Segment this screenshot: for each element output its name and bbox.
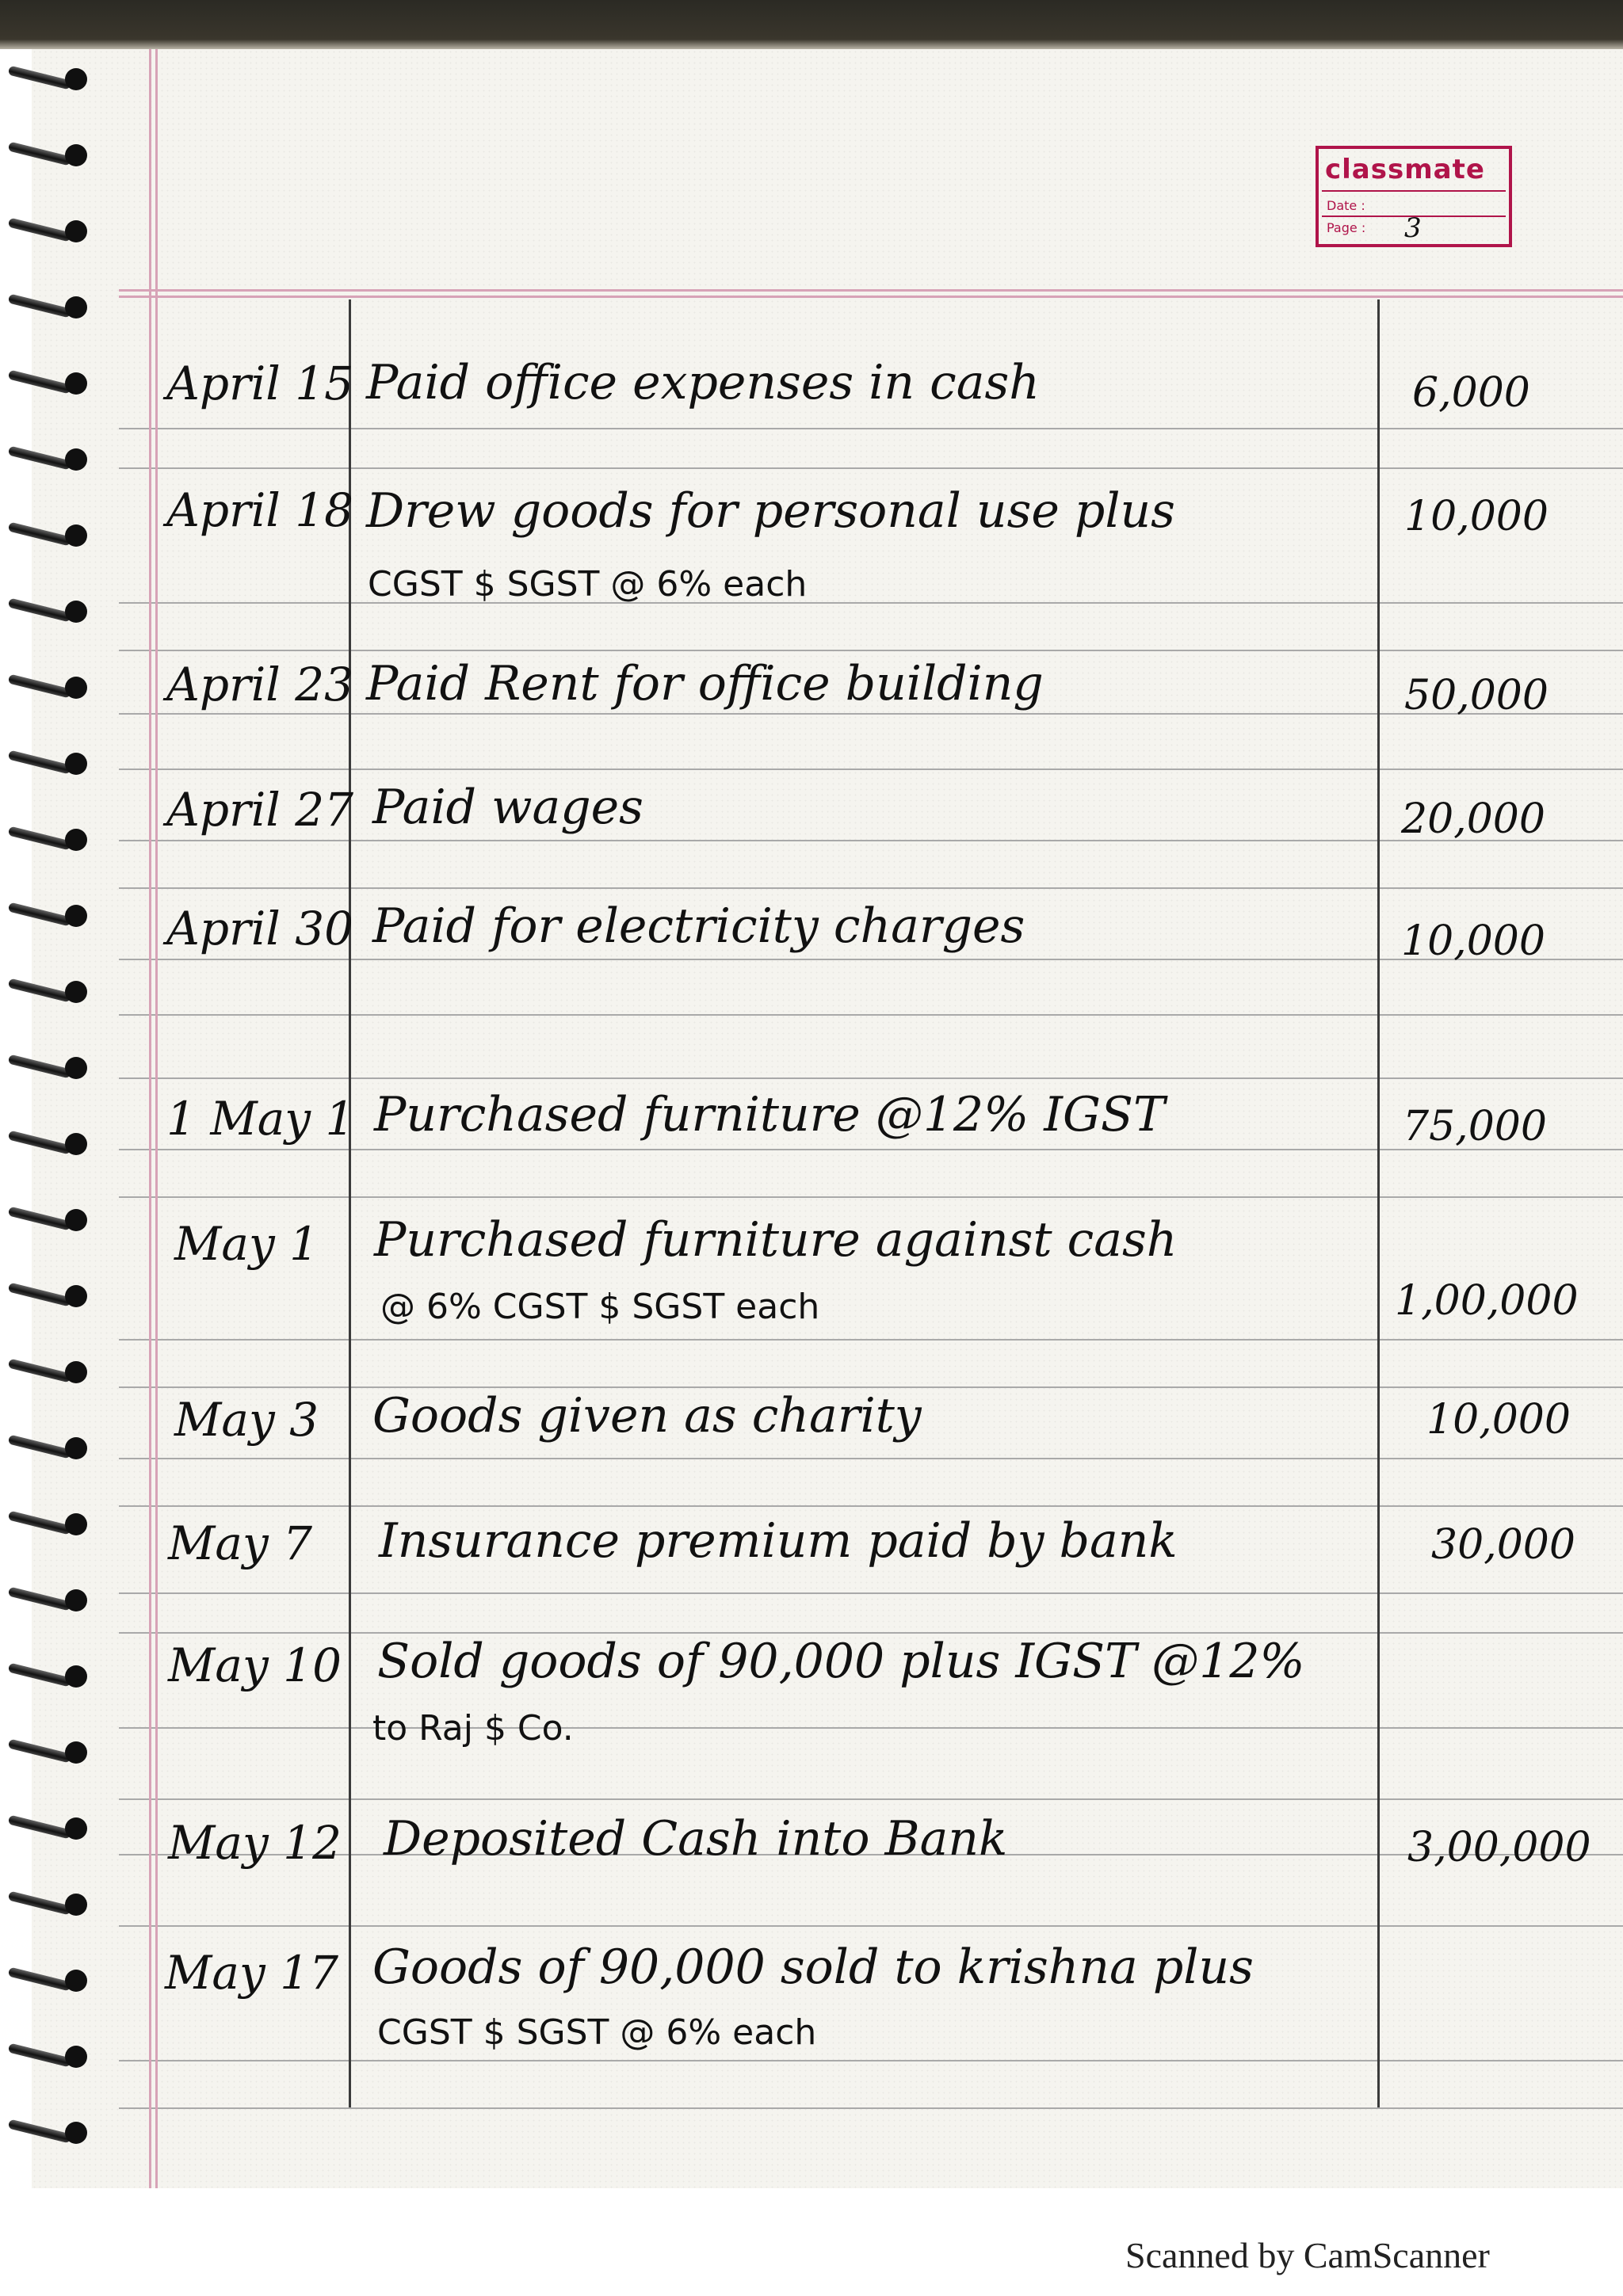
row-description: Sold goods of 90,000 plus IGST @12%: [377, 1634, 1305, 1689]
spiral-hole: [65, 296, 87, 318]
row-description: Deposited Cash into Bank: [384, 1811, 1008, 1867]
row-description: Insurance premium paid by bank: [379, 1513, 1178, 1569]
row-date: May 1: [174, 1217, 319, 1271]
spiral-hole: [65, 1209, 87, 1231]
spiral-wire: [8, 66, 72, 90]
spiral-wire: [8, 1587, 72, 1611]
ruled-line: [119, 2060, 1623, 2061]
ruled-line: [119, 602, 1623, 604]
row-amount: 10,000: [1404, 493, 1549, 540]
spiral-wire: [8, 2119, 72, 2144]
row-description-line2: CGST $ SGST @ 6% each: [368, 564, 808, 605]
ruled-line: [119, 650, 1623, 651]
row-description: Drew goods for personal use plus: [366, 483, 1175, 539]
spiral-wire: [8, 142, 72, 166]
date-column-divider: [349, 299, 351, 2107]
row-description: Purchased furniture @12% IGST: [374, 1087, 1166, 1142]
spiral-wire: [8, 1207, 72, 1231]
row-description: Goods of 90,000 sold to krishna plus: [372, 1939, 1254, 1995]
row-date: April 27: [166, 783, 354, 837]
row-description-line2: to Raj $ Co.: [372, 1708, 574, 1749]
spiral-wire: [8, 674, 72, 699]
spiral-ring: [8, 217, 91, 244]
spiral-ring: [8, 826, 91, 852]
spiral-hole: [65, 144, 87, 166]
row-date: May 7: [168, 1516, 313, 1570]
spiral-wire: [8, 1283, 72, 1307]
ruled-line: [119, 1505, 1623, 1507]
row-amount: 30,000: [1431, 1521, 1575, 1569]
page-number: 3: [1404, 212, 1422, 244]
row-amount: 50,000: [1404, 672, 1549, 719]
spiral-hole: [65, 1970, 87, 1992]
spiral-ring: [8, 1966, 91, 1993]
spiral-ring: [8, 1738, 91, 1765]
stamp-page-label: Page :: [1327, 220, 1366, 235]
ruled-line: [119, 769, 1623, 770]
scanner-watermark: Scanned by CamScanner: [1125, 2235, 1490, 2275]
spiral-wire: [8, 1359, 72, 1383]
spiral-hole: [65, 1741, 87, 1764]
spiral-hole: [65, 1817, 87, 1840]
spiral-wire: [8, 598, 72, 623]
spiral-hole: [65, 2122, 87, 2144]
spiral-hole: [65, 372, 87, 395]
spiral-hole: [65, 1285, 87, 1307]
spiral-hole: [65, 220, 87, 242]
spiral-wire: [8, 1435, 72, 1459]
spiral-ring: [8, 445, 91, 472]
spiral-wire: [8, 294, 72, 318]
spiral-hole: [65, 68, 87, 90]
spiral-wire: [8, 1511, 72, 1535]
spiral-hole: [65, 1133, 87, 1155]
spiral-ring: [8, 1814, 91, 1841]
header-line-2: [119, 296, 1623, 298]
spiral-ring: [8, 1358, 91, 1385]
ruled-line: [119, 1014, 1623, 1016]
ruled-line: [119, 1458, 1623, 1459]
spiral-ring: [8, 597, 91, 624]
row-amount: 20,000: [1401, 795, 1545, 843]
row-description: Paid wages: [372, 780, 643, 835]
spiral-ring: [8, 1890, 91, 1917]
spiral-ring: [8, 902, 91, 929]
spiral-ring: [8, 1130, 91, 1157]
spiral-hole: [65, 1589, 87, 1611]
spiral-hole: [65, 524, 87, 547]
spiral-wire: [8, 2043, 72, 2068]
header-line: [119, 289, 1623, 292]
spiral-wire: [8, 1815, 72, 1840]
row-description: Purchased furniture against cash: [374, 1212, 1178, 1268]
spiral-hole: [65, 1894, 87, 1916]
spiral-hole: [65, 905, 87, 927]
spiral-hole: [65, 1437, 87, 1459]
spiral-wire: [8, 218, 72, 242]
spiral-wire: [8, 522, 72, 547]
spiral-hole: [65, 1665, 87, 1688]
spiral-ring: [8, 2042, 91, 2069]
row-amount: 10,000: [1401, 917, 1545, 965]
spiral-ring: [8, 1206, 91, 1233]
row-amount: 1,00,000: [1395, 1277, 1579, 1325]
stamp-date-label: Date :: [1327, 198, 1365, 213]
row-amount: 6,000: [1412, 369, 1530, 417]
row-description-line2: CGST $ SGST @ 6% each: [377, 2012, 817, 2053]
stamp-separator: [1322, 190, 1506, 192]
row-description: Paid for electricity charges: [372, 898, 1025, 954]
row-amount: 3,00,000: [1407, 1824, 1591, 1871]
ruled-line: [119, 1339, 1623, 1341]
ruled-line: [119, 428, 1623, 429]
row-amount: 75,000: [1403, 1103, 1547, 1150]
row-date: May 17: [165, 1946, 338, 2000]
ruled-line: [119, 2107, 1623, 2109]
spiral-wire: [8, 1967, 72, 1992]
spiral-hole: [65, 1513, 87, 1535]
spiral-hole: [65, 448, 87, 471]
spiral-hole: [65, 677, 87, 699]
scan-dark-edge: [0, 0, 1623, 49]
spiral-ring: [8, 521, 91, 548]
spiral-wire: [8, 1739, 72, 1764]
spiral-ring: [8, 673, 91, 700]
row-description-line2: @ 6% CGST $ SGST each: [380, 1287, 820, 1327]
spiral-ring: [8, 1510, 91, 1537]
ruled-line: [119, 1077, 1623, 1079]
ruled-line: [119, 1592, 1623, 1594]
spiral-hole: [65, 601, 87, 623]
ruled-line: [119, 840, 1623, 841]
amount-column-divider: [1377, 299, 1380, 2107]
spiral-wire: [8, 750, 72, 775]
spiral-wire: [8, 1663, 72, 1688]
row-date: May 12: [168, 1816, 342, 1870]
spiral-ring: [8, 1054, 91, 1081]
spiral-wire: [8, 1131, 72, 1155]
ruled-line: [119, 467, 1623, 469]
spiral-wire: [8, 902, 72, 927]
ruled-line: [119, 959, 1623, 960]
stamp-brand: classmate: [1325, 154, 1485, 185]
spiral-ring: [8, 141, 91, 168]
classmate-stamp: [1316, 146, 1512, 247]
spiral-ring: [8, 978, 91, 1005]
spiral-hole: [65, 2046, 87, 2068]
ruled-line: [119, 1798, 1623, 1800]
spiral-hole: [65, 1361, 87, 1383]
spiral-wire: [8, 978, 72, 1003]
row-date: April 15: [166, 357, 354, 410]
spiral-wire: [8, 446, 72, 471]
spiral-wire: [8, 1891, 72, 1916]
spiral-ring: [8, 293, 91, 320]
margin-line-left: [149, 49, 151, 2188]
row-date: April 30: [166, 902, 354, 955]
spiral-wire: [8, 1055, 72, 1079]
row-date: May 10: [168, 1638, 342, 1692]
row-amount: 10,000: [1426, 1396, 1571, 1444]
row-date: 1 May 1: [166, 1092, 355, 1146]
row-description: Paid office expenses in cash: [366, 355, 1040, 410]
spiral-ring: [8, 749, 91, 776]
ruled-line: [119, 1149, 1623, 1150]
ruled-line: [119, 1727, 1623, 1729]
row-description: Goods given as charity: [372, 1388, 922, 1444]
spiral-ring: [8, 1434, 91, 1461]
spiral-hole: [65, 753, 87, 775]
spiral-ring: [8, 65, 91, 92]
spiral-wire: [8, 370, 72, 395]
margin-line-left-2: [155, 49, 158, 2188]
spiral-ring: [8, 2119, 91, 2145]
spiral-wire: [8, 826, 72, 851]
spiral-ring: [8, 369, 91, 396]
spiral-ring: [8, 1586, 91, 1613]
ruled-line: [119, 713, 1623, 715]
row-description: Paid Rent for office building: [366, 656, 1044, 711]
ruled-line: [119, 887, 1623, 889]
ruled-line: [119, 1196, 1623, 1198]
spiral-hole: [65, 829, 87, 851]
spiral-hole: [65, 981, 87, 1003]
row-date: May 3: [174, 1393, 319, 1447]
spiral-binding: [0, 49, 119, 2188]
spiral-ring: [8, 1282, 91, 1309]
ruled-line: [119, 1925, 1623, 1927]
row-date: April 18: [166, 483, 354, 537]
row-date: April 23: [166, 658, 354, 711]
spiral-ring: [8, 1662, 91, 1689]
spiral-hole: [65, 1057, 87, 1079]
